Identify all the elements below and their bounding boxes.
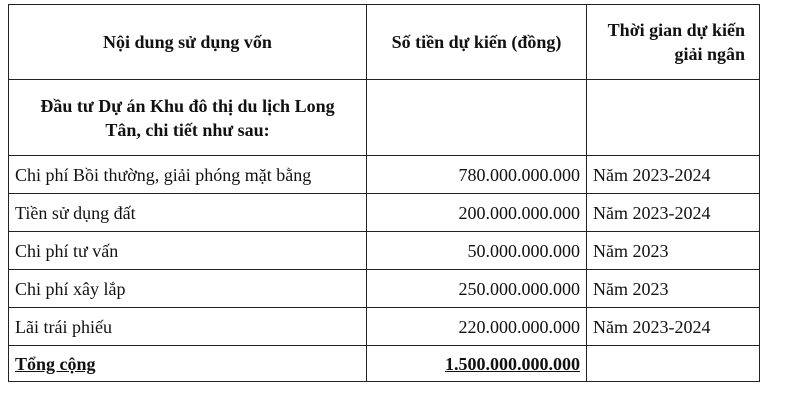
- project-title-line1: Đầu tư Dự án Khu đô thị du lịch Long: [40, 95, 335, 116]
- total-row: [9, 346, 760, 382]
- project-title: [9, 80, 367, 156]
- row-time: Năm 2023-2024: [587, 308, 760, 346]
- row-time: Năm 2023-2024: [587, 194, 760, 232]
- header-time-line1: Thời gian dự kiến: [607, 20, 745, 40]
- total-amount: 1.500.000.000.000: [367, 346, 587, 382]
- table-row: [9, 232, 760, 270]
- project-amount-cell: [367, 80, 587, 156]
- header-content: Nội dung sử dụng vốn: [9, 5, 367, 80]
- table-row: [9, 194, 760, 232]
- header-amount: Số tiền dự kiến (đồng): [367, 5, 587, 80]
- header-disbursement-time: [587, 5, 760, 80]
- total-label: Tổng cộng: [9, 346, 367, 382]
- row-amount: 250.000.000.000: [367, 270, 587, 308]
- table-row: [9, 308, 760, 346]
- row-amount: 200.000.000.000: [367, 194, 587, 232]
- project-time-cell: [587, 80, 760, 156]
- row-time: Năm 2023-2024: [587, 156, 760, 194]
- capital-use-table: [8, 4, 760, 382]
- row-amount: 220.000.000.000: [367, 308, 587, 346]
- table-header-row: [9, 5, 760, 80]
- project-title-line2: Tân, chi tiết như sau:: [105, 119, 270, 140]
- row-item: Chi phí tư vấn: [9, 232, 367, 270]
- row-time: Năm 2023: [587, 232, 760, 270]
- project-row: [9, 80, 760, 156]
- row-item: Chi phí xây lắp: [9, 270, 367, 308]
- row-amount: 780.000.000.000: [367, 156, 587, 194]
- row-item: Lãi trái phiếu: [9, 308, 367, 346]
- table-row: [9, 156, 760, 194]
- table-row: [9, 270, 760, 308]
- total-time: [587, 346, 760, 382]
- row-amount: 50.000.000.000: [367, 232, 587, 270]
- row-item: Chi phí Bồi thường, giải phóng mặt bằng: [9, 156, 367, 194]
- row-item: Tiền sử dụng đất: [9, 194, 367, 232]
- row-time: Năm 2023: [587, 270, 760, 308]
- header-time-line2: giải ngân: [674, 44, 745, 64]
